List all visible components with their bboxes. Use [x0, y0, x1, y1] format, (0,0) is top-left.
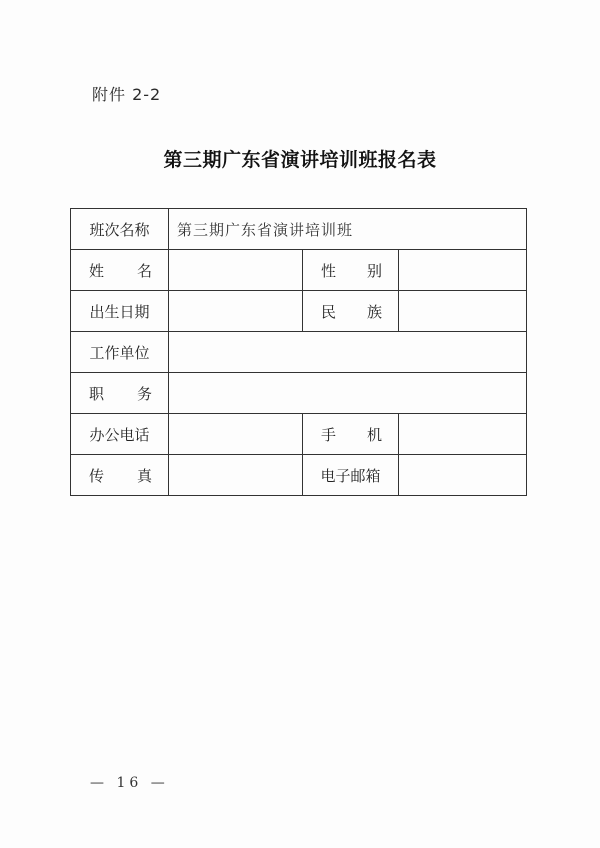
form-row-name-gender: [71, 250, 527, 291]
email-label-cell: [303, 455, 399, 496]
gender-label-cell: [303, 250, 399, 291]
form-row-position: [71, 373, 527, 414]
mobile-label-char-1: 手: [321, 425, 337, 444]
position-label-cell: [71, 373, 169, 414]
mobile-label-char-2: 机: [366, 425, 382, 444]
birthdate-field[interactable]: [169, 291, 303, 332]
ethnicity-field[interactable]: [399, 291, 527, 332]
name-label-char-1: 姓: [89, 261, 105, 280]
form-row-fax-email: [71, 455, 527, 496]
employer-field[interactable]: [169, 332, 527, 373]
name-field[interactable]: [169, 250, 303, 291]
mobile-label-cell: [303, 414, 399, 455]
email-label: 电子邮箱: [320, 466, 381, 485]
position-field[interactable]: [169, 373, 527, 414]
fax-label-char-2: 真: [136, 466, 152, 485]
registration-form-table: [70, 208, 527, 496]
ethnicity-label-cell: [303, 291, 399, 332]
gender-label-char-1: 性: [321, 261, 337, 280]
form-row-employer: [71, 332, 527, 373]
gender-label-char-2: 别: [366, 261, 382, 280]
name-label-cell: [71, 250, 169, 291]
gender-field[interactable]: [399, 250, 527, 291]
ethnicity-label-char-2: 族: [366, 302, 382, 321]
form-row-class-name: [71, 209, 527, 250]
office-phone-label-cell: [71, 414, 169, 455]
form-title: 第三期广东省演讲培训班报名表: [163, 149, 437, 171]
class-name-label: 班次名称: [89, 220, 150, 239]
mobile-field[interactable]: [399, 414, 527, 455]
page-number: — 16 —: [90, 775, 169, 791]
employer-label-cell: [71, 332, 169, 373]
birthdate-label-cell: [71, 291, 169, 332]
office-phone-label: 办公电话: [89, 425, 150, 444]
name-label-char-2: 名: [136, 261, 152, 280]
fax-label-cell: [71, 455, 169, 496]
attachment-label: 附件 2-2: [92, 85, 162, 104]
class-name-value-cell: [169, 209, 527, 250]
fax-label-char-1: 传: [89, 466, 105, 485]
employer-label: 工作单位: [89, 343, 150, 362]
birthdate-label: 出生日期: [89, 302, 150, 321]
class-name-label-cell: [71, 209, 169, 250]
form-row-phone-mobile: [71, 414, 527, 455]
fax-field[interactable]: [169, 455, 303, 496]
position-label-char-2: 务: [136, 384, 152, 403]
ethnicity-label-char-1: 民: [321, 302, 337, 321]
class-name-value: 第三期广东省演讲培训班: [177, 220, 354, 239]
email-field[interactable]: [399, 455, 527, 496]
office-phone-field[interactable]: [169, 414, 303, 455]
position-label-char-1: 职: [89, 384, 105, 403]
form-row-birth-ethnicity: [71, 291, 527, 332]
